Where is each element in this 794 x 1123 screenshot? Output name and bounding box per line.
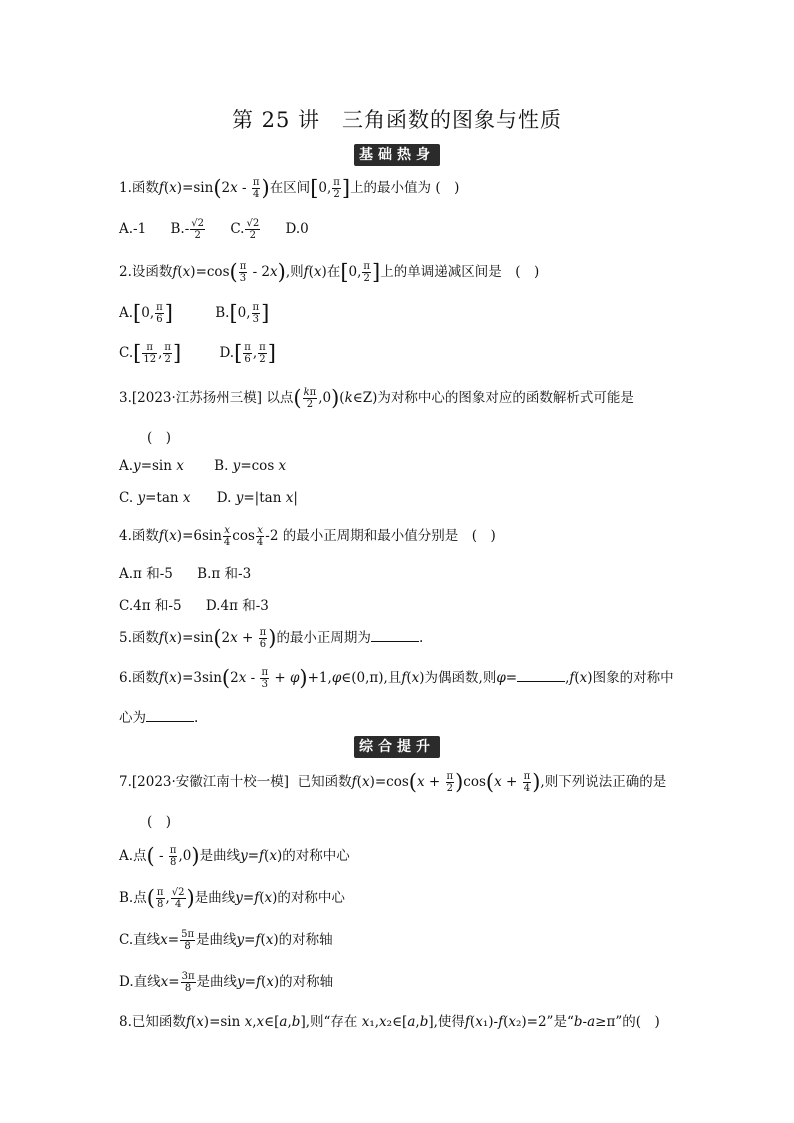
option-b[interactable]: B.- $\frac{√2}{2}$ (170, 218, 205, 241)
option-d[interactable]: D.[ $\frac{\pi}{6}$ , $\frac{\pi}{2}$ ] (219, 341, 276, 365)
question-7-option-b[interactable]: B.点( $\frac{\pi}{8}$ , $\frac{√2}{4}$ )是曲线y=f(x)的对称中心 (119, 886, 345, 910)
question-3: 3.[2023·江苏扬州三模] 以点( $\frac{k\pi}{2}$ ,0)(k∈Z)为对称中心的图象对应的函数解析式可能是 (119, 386, 634, 410)
option-c[interactable]: C. $\frac{√2}{2}$ (230, 218, 260, 241)
question-3-options-row1 (119, 458, 306, 474)
question-2-options-row1 (119, 302, 289, 325)
question-2: 2.设函数f(x)=cos( $\frac{\pi}{3}$ - 2x),则f(x)在[0, $\frac{\pi}{2}$ ]上的单调递减区间是 ( ) (119, 260, 540, 284)
option-c[interactable]: C. y=tan x (119, 490, 191, 506)
option-d[interactable]: D.4π 和-3 (205, 598, 269, 614)
section-badge-basic: 基础热身 (354, 144, 440, 166)
option-b[interactable]: B. y=cos x (214, 458, 287, 474)
option-b[interactable]: B.π 和-3 (197, 566, 252, 582)
question-6: 6.函数f(x)=3sin(2x - $\frac{\pi}{3}$ + φ)+1,φ∈(0,π),且f(x)为偶函数,则φ= ,f(x)图象的对称中 (119, 666, 674, 690)
option-a[interactable]: A.π 和-5 (119, 566, 173, 582)
question-7: 7.[2023·安徽江南十校一模] 已知函数f(x)=cos(x + $\frac{\pi}{2}$ )cos(x + $\frac{\pi}{4}$ ),则下列说法正确的是 (119, 770, 667, 794)
option-d[interactable]: D.0 (285, 221, 309, 237)
section-badge-advanced: 综合提升 (354, 736, 440, 758)
question-7-option-c[interactable]: C.直线x= $\frac{5\pi}{8}$ 是曲线y=f(x)的对称轴 (119, 929, 333, 952)
option-b[interactable]: B.[0, $\frac{\pi}{3}$ ] (215, 301, 270, 325)
question-7-paren: ( ) (147, 814, 172, 830)
question-4-options-row2 (119, 594, 289, 614)
option-a[interactable]: A.y=sin x (119, 458, 184, 474)
question-2-options-row2 (119, 342, 296, 365)
question-8: 8.已知函数f(x)=sin x,x∈[a,b],则“存在 x₁,x₂∈[a,b],使得f(x₁)-f(x₂)=2”是“b-a≥π”的( ) (119, 1014, 660, 1030)
answer-blank-phi[interactable] (517, 669, 565, 682)
question-1-options (119, 218, 329, 241)
option-d[interactable]: D. y=|tan x| (216, 490, 298, 506)
question-5: 5.函数f(x)=sin(2x + $\frac{\pi}{6}$ )的最小正周期为 . (119, 626, 424, 650)
question-4-options-row1 (119, 562, 271, 582)
option-a[interactable]: A.[0, $\frac{\pi}{6}$ ] (119, 301, 173, 325)
option-a[interactable]: A.-1 (119, 221, 147, 237)
option-c[interactable]: C.4π 和-5 (119, 598, 182, 614)
question-7-option-a[interactable]: A.点( - $\frac{\pi}{8}$ ,0)是曲线y=f(x)的对称中心 (119, 844, 350, 868)
question-6-cont: 心为 . (119, 710, 199, 726)
question-7-option-d[interactable]: D.直线x= $\frac{3\pi}{8}$ 是曲线y=f(x)的对称轴 (119, 971, 334, 994)
question-3-paren: ( ) (147, 430, 172, 446)
question-1: 1.函数f(x)=sin(2x - $\frac{\pi}{4}$ )在区间[0, $\frac{\pi}{2}$ ]上的最小值为 ( ) (119, 176, 460, 200)
answer-blank-center[interactable] (146, 709, 194, 722)
question-4: 4.函数f(x)=6sin $\frac{x}{4}$ cos $\frac{x}{4}$ -2 的最小正周期和最小值分别是 ( ) (119, 525, 496, 548)
answer-blank[interactable] (371, 629, 419, 642)
option-c[interactable]: C.[ $\frac{\pi}{12}$ , $\frac{\pi}{2}$ ] (119, 341, 182, 365)
question-3-options-row2 (119, 490, 318, 506)
page-title: 第 25 讲 三角函数的图象与性质 (231, 108, 563, 132)
